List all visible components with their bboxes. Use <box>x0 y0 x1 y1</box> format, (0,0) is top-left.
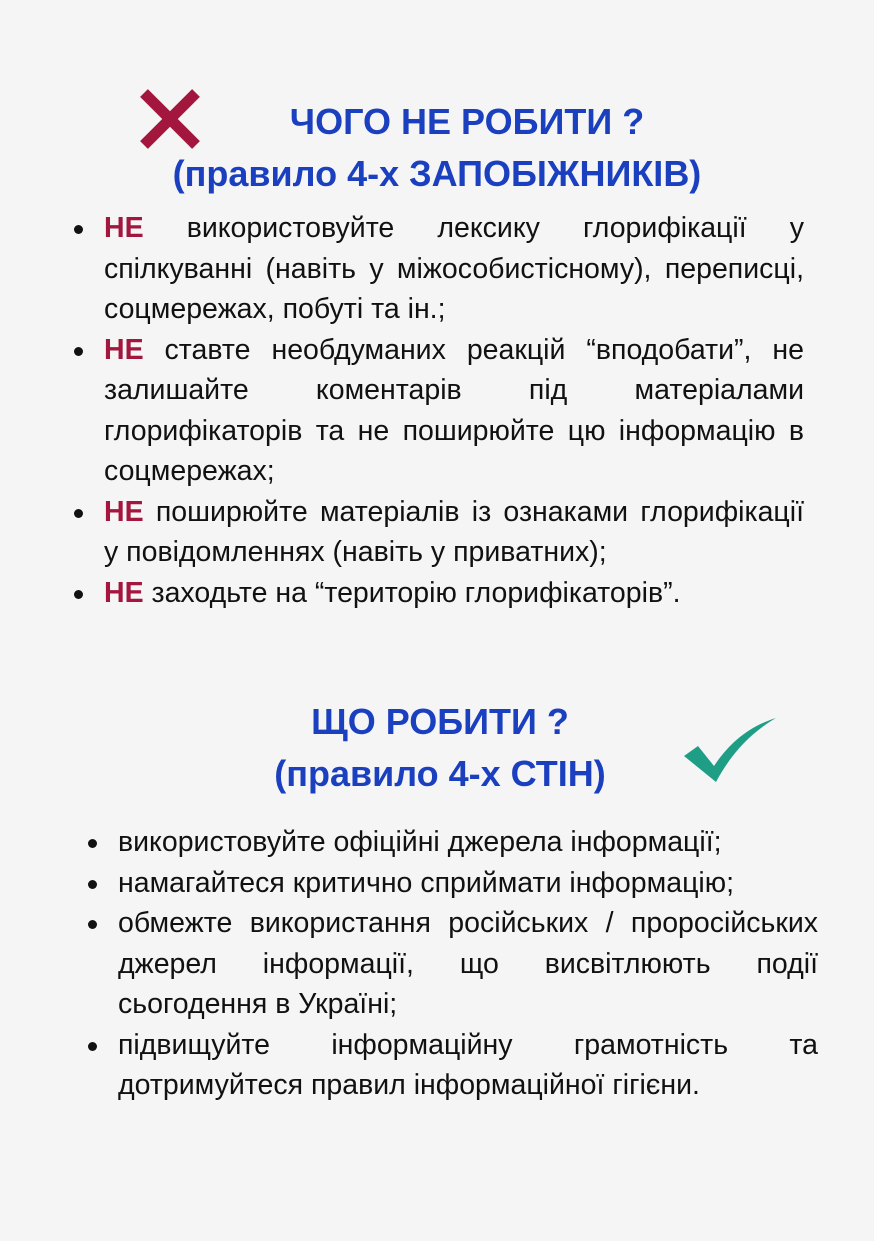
dont-title-line2: (правило 4-х ЗАПОБІЖНИКІВ) <box>172 153 702 194</box>
list-item <box>118 903 818 1025</box>
list-item-text: ставте необдуманих реакцій “вподобати”, не залишайте коментарів під матеріалами глорифікаторів та не поширюйте цю інформацію в соцмережах; <box>104 333 804 487</box>
list-item-text: заходьте на “територію глорифікаторів”. <box>143 576 681 609</box>
list-item <box>118 822 818 863</box>
ne-prefix: НЕ <box>104 576 144 609</box>
bullet-icon <box>88 920 97 929</box>
list-item-text: підвищуйте інформаційну грамотність та дотримуйтеся правил інформаційної гігієни. <box>118 1028 818 1101</box>
bullet-icon <box>88 839 97 848</box>
list-item-text: використовуйте офіційні джерела інформації; <box>118 826 722 858</box>
list-item <box>104 330 804 492</box>
do-title-line2: (правило 4-х СТІН) <box>274 753 606 794</box>
ne-prefix: НЕ <box>104 333 144 366</box>
dont-section-title <box>0 96 874 200</box>
dont-rules-list <box>104 208 804 613</box>
dont-title-line1: ЧОГО НЕ РОБИТИ ? <box>289 101 645 142</box>
bullet-icon <box>74 347 83 356</box>
ne-prefix: НЕ <box>104 495 144 528</box>
bullet-icon <box>74 590 83 599</box>
list-item-text: обмежте використання російських / проросійських джерел інформації, що висвітлюють події сьогодення в Україні; <box>118 907 818 1020</box>
list-item-text: поширюйте матеріалів із ознаками глорифікації у повідомленнях (навіть у приватних); <box>104 495 804 568</box>
list-item <box>104 573 804 614</box>
list-item-text: використовуйте лексику глорифікації у спілкуванні (навіть у міжособистісному), переписці, соцмережах, побуті та ін.; <box>104 212 804 325</box>
list-item <box>104 492 804 573</box>
bullet-icon <box>88 880 97 889</box>
list-item-text: намагайтеся критично сприймати інформацію; <box>118 866 735 899</box>
list-item <box>104 208 804 330</box>
list-item <box>118 1025 818 1106</box>
ne-prefix: НЕ <box>104 212 144 244</box>
do-title-line1: ЩО РОБИТИ ? <box>311 701 569 742</box>
bullet-icon <box>74 225 83 234</box>
check-icon <box>682 716 778 784</box>
list-item <box>118 863 818 904</box>
bullet-icon <box>74 509 83 518</box>
bullet-icon <box>88 1042 97 1051</box>
do-rules-list <box>118 822 818 1106</box>
